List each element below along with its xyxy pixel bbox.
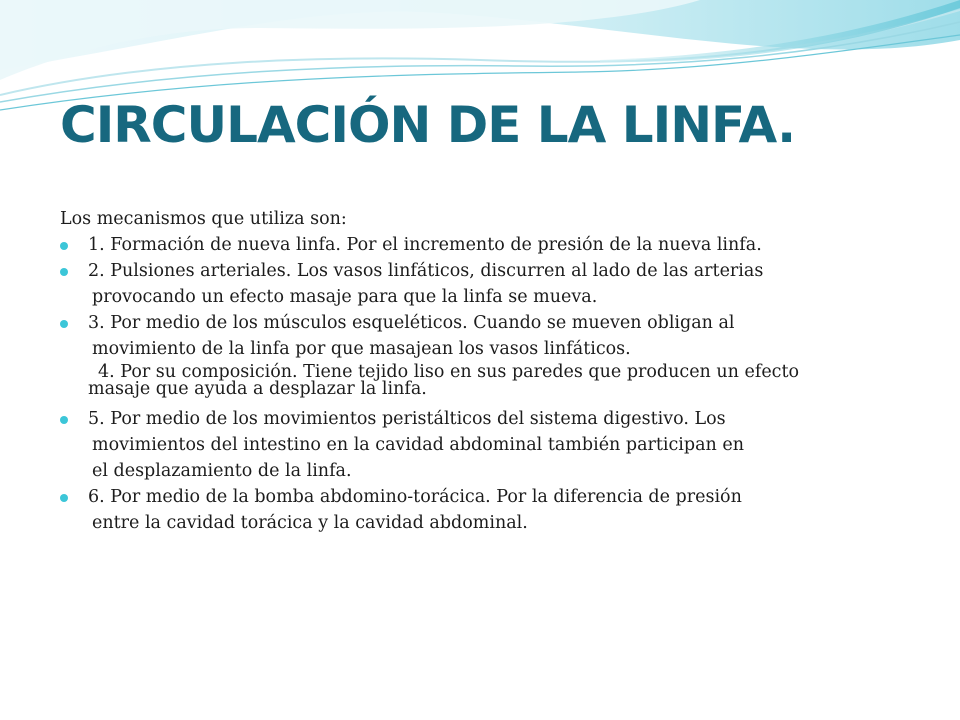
bullet-icon — [60, 268, 68, 276]
list-item-text: movimiento de la linfa por que masajean los vasos linfáticos. — [92, 339, 631, 359]
list-item-continuation — [60, 284, 920, 310]
list-item-text: provocando un efecto masaje para que la linfa se mueva. — [92, 287, 598, 307]
slide-body — [60, 206, 920, 536]
list-item — [60, 310, 920, 336]
list-item-text: masaje que ayuda a desplazar la linfa. — [88, 379, 427, 399]
list-item-text: 5. Por medio de los movimientos peristálticos del sistema digestivo. Los — [88, 409, 726, 429]
list-item-text: movimientos del intestino en la cavidad abdominal también participan en — [92, 435, 745, 455]
list-item-unbulleted — [60, 362, 920, 406]
intro-line — [60, 206, 920, 232]
slide-title: CIRCULACIÓN DE LA LINFA. — [60, 96, 796, 154]
bullet-icon — [60, 494, 68, 502]
list-item-continuation — [60, 432, 920, 458]
list-item-text: 2. Pulsiones arteriales. Los vasos linfáticos, discurren al lado de las arterias — [88, 261, 764, 281]
list-item — [60, 484, 920, 510]
list-item-continuation — [60, 336, 920, 362]
list-item — [60, 258, 920, 284]
bullet-icon — [60, 242, 68, 250]
intro-text: Los mecanismos que utiliza son: — [60, 209, 347, 229]
list-item-text: 3. Por medio de los músculos esqueléticos. Cuando se mueven obligan al — [88, 313, 735, 333]
list-item-text: 1. Formación de nueva linfa. Por el incremento de presión de la nueva linfa. — [88, 235, 762, 255]
list-item-continuation — [60, 510, 920, 536]
bullet-icon — [60, 320, 68, 328]
bullet-icon — [60, 416, 68, 424]
list-item — [60, 406, 920, 432]
list-item-continuation — [60, 458, 920, 484]
list-item — [60, 232, 920, 258]
list-item-text: 4. Por su composición. Tiene tejido liso en sus paredes que producen un efecto — [98, 362, 800, 382]
list-item-text: el desplazamiento de la linfa. — [92, 461, 352, 481]
list-item-text: entre la cavidad torácica y la cavidad abdominal. — [92, 513, 528, 533]
list-item-text: 6. Por medio de la bomba abdomino-torácica. Por la diferencia de presión — [88, 487, 742, 507]
